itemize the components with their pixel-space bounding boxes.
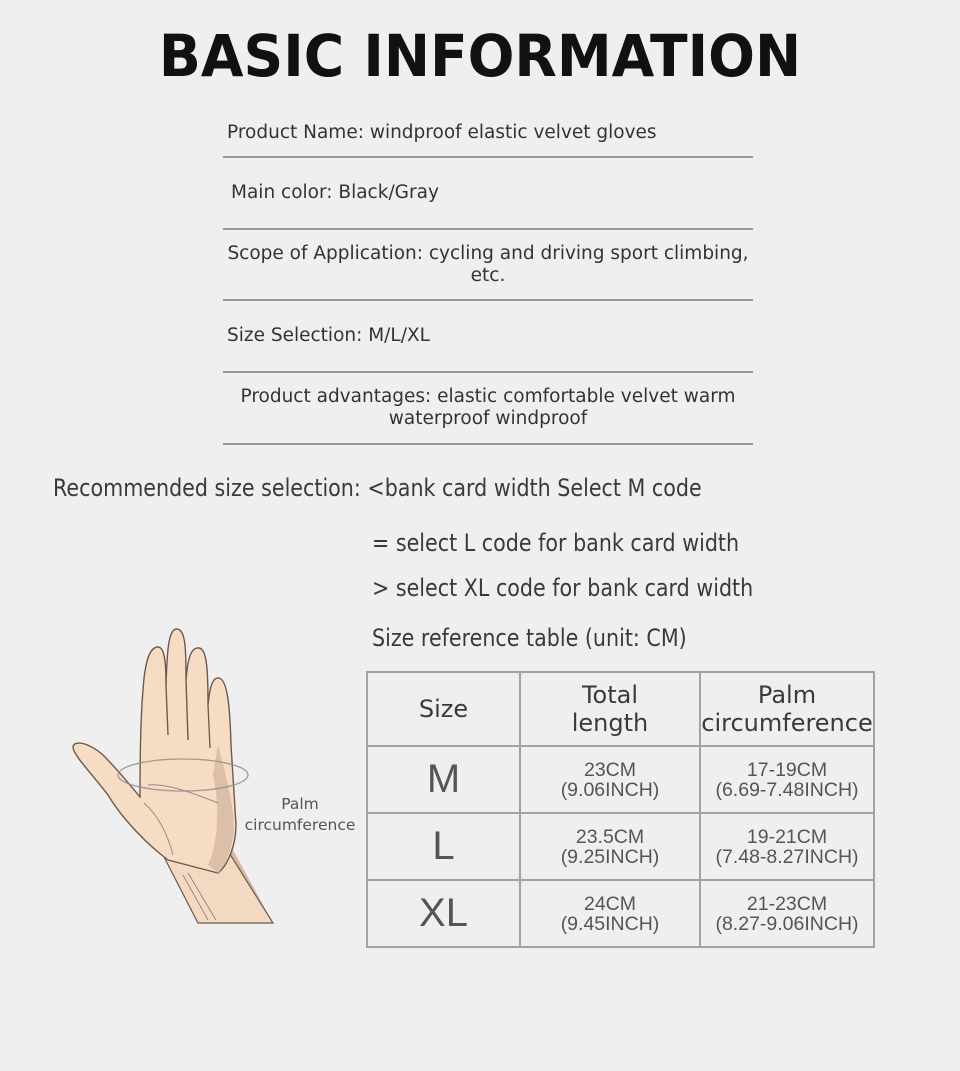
page-title: BASIC INFORMATION: [158, 22, 802, 90]
size-cell: XL: [367, 880, 520, 947]
length-cm: 23.5CM: [575, 825, 645, 848]
length-cm: 23CM: [583, 758, 637, 781]
palm-cm: 19-21CM: [746, 825, 828, 848]
info-product-name-text: Product Name: windproof elastic velvet gloves: [227, 122, 657, 143]
table-row: [367, 880, 874, 947]
palm-inch: (6.69-7.48INCH): [715, 778, 859, 801]
hand-palm-icon: [68, 625, 278, 925]
palm-inch: (8.27-9.06INCH): [715, 912, 859, 935]
size-cell: L: [367, 813, 520, 880]
palm-label-line1: Palm: [281, 795, 319, 813]
info-item-scope: [223, 230, 753, 301]
palm-circumference-label: [238, 794, 362, 836]
length-cell: [520, 813, 700, 880]
palm-cell: [700, 813, 874, 880]
recommendation-xl: > select XL code for bank card width: [372, 574, 754, 602]
header-size: [367, 672, 520, 746]
palm-cell: [700, 880, 874, 947]
palm-cm: 21-23CM: [746, 892, 828, 915]
header-total-line2: length: [571, 709, 649, 737]
info-item-main-color: [223, 158, 753, 230]
header-total-line1: Total: [581, 681, 639, 709]
recommendation-l: = select L code for bank card width: [372, 529, 740, 557]
info-main-color-text: Main color: Black/Gray: [231, 182, 439, 203]
length-inch: (9.25INCH): [560, 845, 660, 868]
info-scope-line1: Scope of Application: cycling and driving sport climbing,: [227, 242, 749, 264]
header-total-length: [520, 672, 700, 746]
info-advantages-line2: waterproof windproof: [388, 408, 588, 429]
length-cm: 24CM: [583, 892, 637, 915]
length-cell: [520, 880, 700, 947]
length-cell: [520, 746, 700, 813]
info-advantages-line1: Product advantages: elastic comfortable velvet warm: [240, 386, 736, 407]
table-row: [367, 813, 874, 880]
info-item-size-selection: [223, 301, 753, 373]
size-reference-table: [366, 671, 875, 948]
table-row: [367, 746, 874, 813]
size-table-caption: Size reference table (unit: CM): [372, 624, 687, 652]
info-scope-line2: etc.: [470, 264, 506, 286]
size-cell: M: [367, 746, 520, 813]
basic-info-list: [223, 108, 753, 445]
length-inch: (9.06INCH): [560, 778, 660, 801]
table-header-row: [367, 672, 874, 746]
header-size-text: Size: [418, 695, 469, 723]
info-item-product-name: [223, 108, 753, 158]
palm-cell: [700, 746, 874, 813]
header-palm-circumference: [700, 672, 874, 746]
palm-cm: 17-19CM: [746, 758, 828, 781]
info-item-advantages: [223, 373, 753, 445]
length-inch: (9.45INCH): [560, 912, 660, 935]
recommendation-m: Recommended size selection: <bank card width Select M code: [53, 474, 702, 502]
info-size-selection-text: Size Selection: M/L/XL: [227, 325, 430, 346]
palm-inch: (7.48-8.27INCH): [715, 845, 859, 868]
header-palm-line1: Palm: [757, 681, 817, 709]
palm-label-line2: circumference: [244, 816, 356, 834]
header-palm-line2: circumference: [701, 709, 873, 737]
